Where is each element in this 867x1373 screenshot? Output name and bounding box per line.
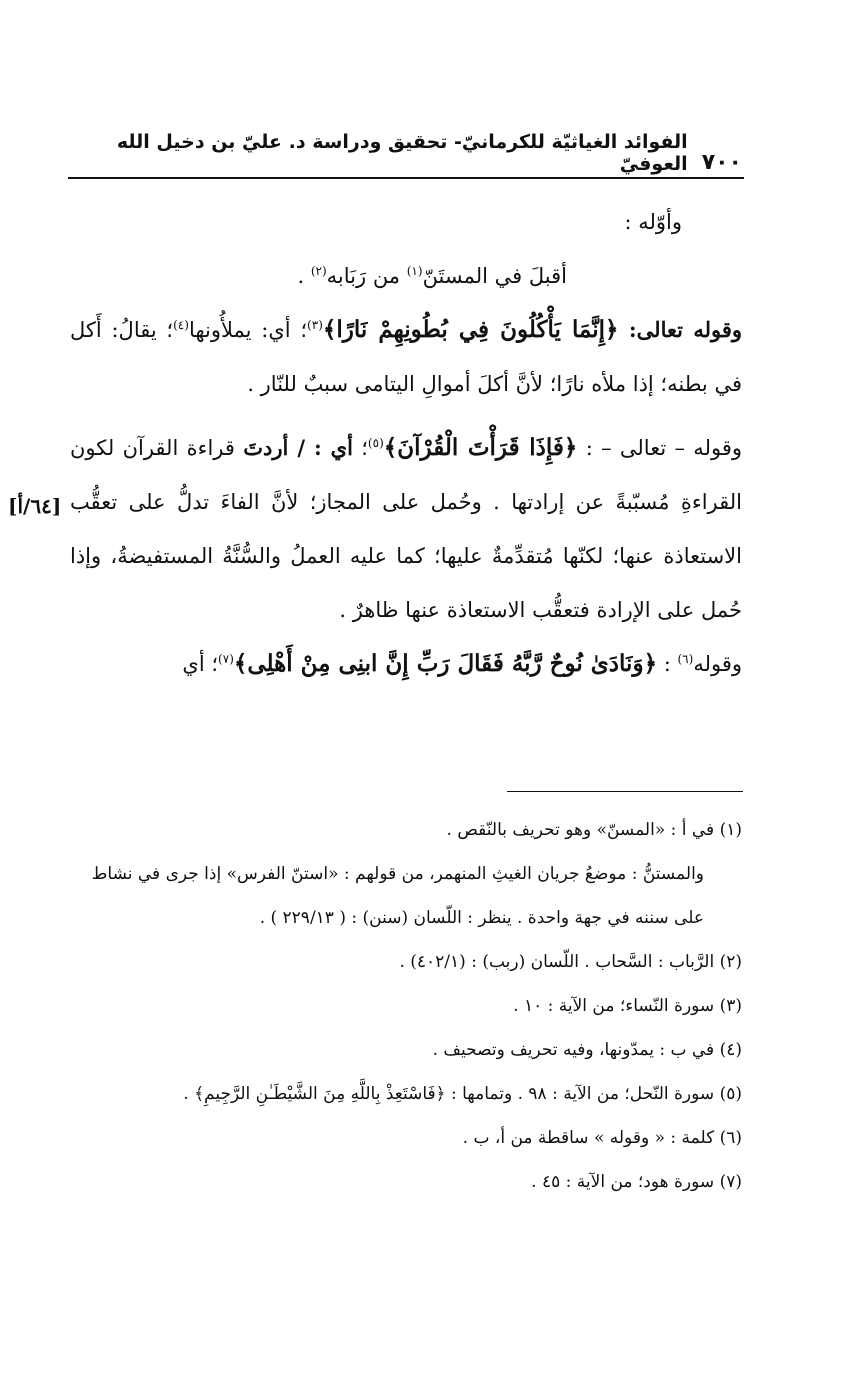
footnote-continuation: والمستنُّ : موضعُ جريان الغيثِ المنهمر، من قولهم : «استنّ الفرس» إذا جرى في نشاط على سننه في جهة واحدة . ينظر : اللّسان (سنن) : ( ٢٢٩/١٣ ) . <box>91 864 704 928</box>
header-title: الفوائد الغياثيّة للكرمانيّ- تحقيق ودراسة د. عليّ بن دخيل الله العوفيّ <box>116 131 688 175</box>
main-text <box>70 195 742 691</box>
footnote: (١) في أ : «المسنّ» وهو تحريف بالنّقص . <box>446 820 742 840</box>
paragraph-text: قراءة القرآن لكون القراءةِ مُسبّبةً عن إرادتها . وحُمل على المجاز؛ لأنَّ الفاءَ تدلُّ على تعقُّب الاستعاذة عنها؛ لكنّها مُتقدِّمةٌ عليها؛ كما عليه العملُ والسُّنَّةُ المستفيضةُ، وإذا حُمل على الإرادة فتعقُّب الاستعاذة عنها ظاهرٌ . <box>70 436 742 622</box>
paragraph <box>70 195 742 249</box>
footnote: (٥) سورة النّحل؛ من الآية : ٩٨ . وتمامها : ﴿فَاسْتَعِذْ بِاللَّهِ مِنَ الشَّيْطَـٰنِ الرَّجِيمِ﴾ . <box>183 1084 742 1104</box>
verse-text: . <box>297 264 311 288</box>
quran-quote: ﴿إِنَّمَا يَأْكُلُونَ فِي بُطُونِهِمْ نَارًا﴾ <box>322 316 619 343</box>
paragraph-text: ؛ أي <box>182 652 219 676</box>
footnote: (٤) في ب : يمدّونها، وفيه تحريف وتصحيف . <box>432 1040 742 1060</box>
footnote-marker: (٥) <box>367 436 384 450</box>
paragraph <box>70 637 742 691</box>
verse-text: من رَبَابه <box>326 264 407 288</box>
poetry-verse <box>70 249 742 303</box>
paragraph <box>70 303 742 411</box>
footnote-marker: (٢) <box>310 264 327 278</box>
paragraph-lead: وقوله – تعالى – : <box>577 436 742 460</box>
footnote-rule <box>507 791 743 792</box>
footnote: (٢) الرَّباب : السَّحاب . اللّسان (ربب) : (٤٠٢/١) . <box>399 952 742 972</box>
paragraph-text: : <box>657 652 678 676</box>
paragraph-text: ؛ <box>352 436 368 460</box>
footnotes <box>70 808 742 1204</box>
footnote: (٦) كلمة : « وقوله » ساقطة من أ، ب . <box>462 1128 742 1148</box>
page-number: ٧٠٠ <box>701 150 742 175</box>
paragraph-text: وأوّله : <box>624 210 682 234</box>
margin-folio-reference: [٦٤/أ] <box>8 494 62 518</box>
footnote-marker: (٦) <box>677 652 694 666</box>
paragraph-text: ؛ يقالُ: أَكل في بطنه؛ إذا ملأه نارًا؛ لأنَّ أكلَ أموالِ اليتامى سببٌ للنّار . <box>70 318 742 396</box>
footnote-marker: (٤) <box>173 318 189 332</box>
footnote-marker: (١) <box>406 264 423 278</box>
paragraph-text: ؛ أي: يملأُونها <box>188 318 308 342</box>
footnote-marker: (٣) <box>307 318 323 332</box>
verse-text: أقبلَ في المستَنّ <box>422 264 567 288</box>
running-header <box>70 131 742 175</box>
footnote-marker: (٧) <box>218 652 234 666</box>
paragraph-lead: وقوله تعالى: <box>618 317 743 342</box>
footnote: (٧) سورة هود؛ من الآية : ٤٥ . <box>531 1172 742 1192</box>
quran-quote: ﴿فَإِذَا قَرَأْتَ الْقُرْآنَ﴾ <box>383 434 578 461</box>
footnote: (٣) سورة النّساء؛ من الآية : ١٠ . <box>513 996 742 1016</box>
emphasis-text: أي : / أردتَ <box>243 435 353 460</box>
header-rule <box>68 177 744 179</box>
paragraph <box>70 421 742 637</box>
paragraph-lead: وقوله <box>693 652 742 676</box>
quran-quote: ﴿وَنَادَىٰ نُوحٌ رَّبَّهُ فَقَالَ رَبِّ إِنَّ ابنِى مِنْ أَهْلِى﴾ <box>233 650 658 677</box>
